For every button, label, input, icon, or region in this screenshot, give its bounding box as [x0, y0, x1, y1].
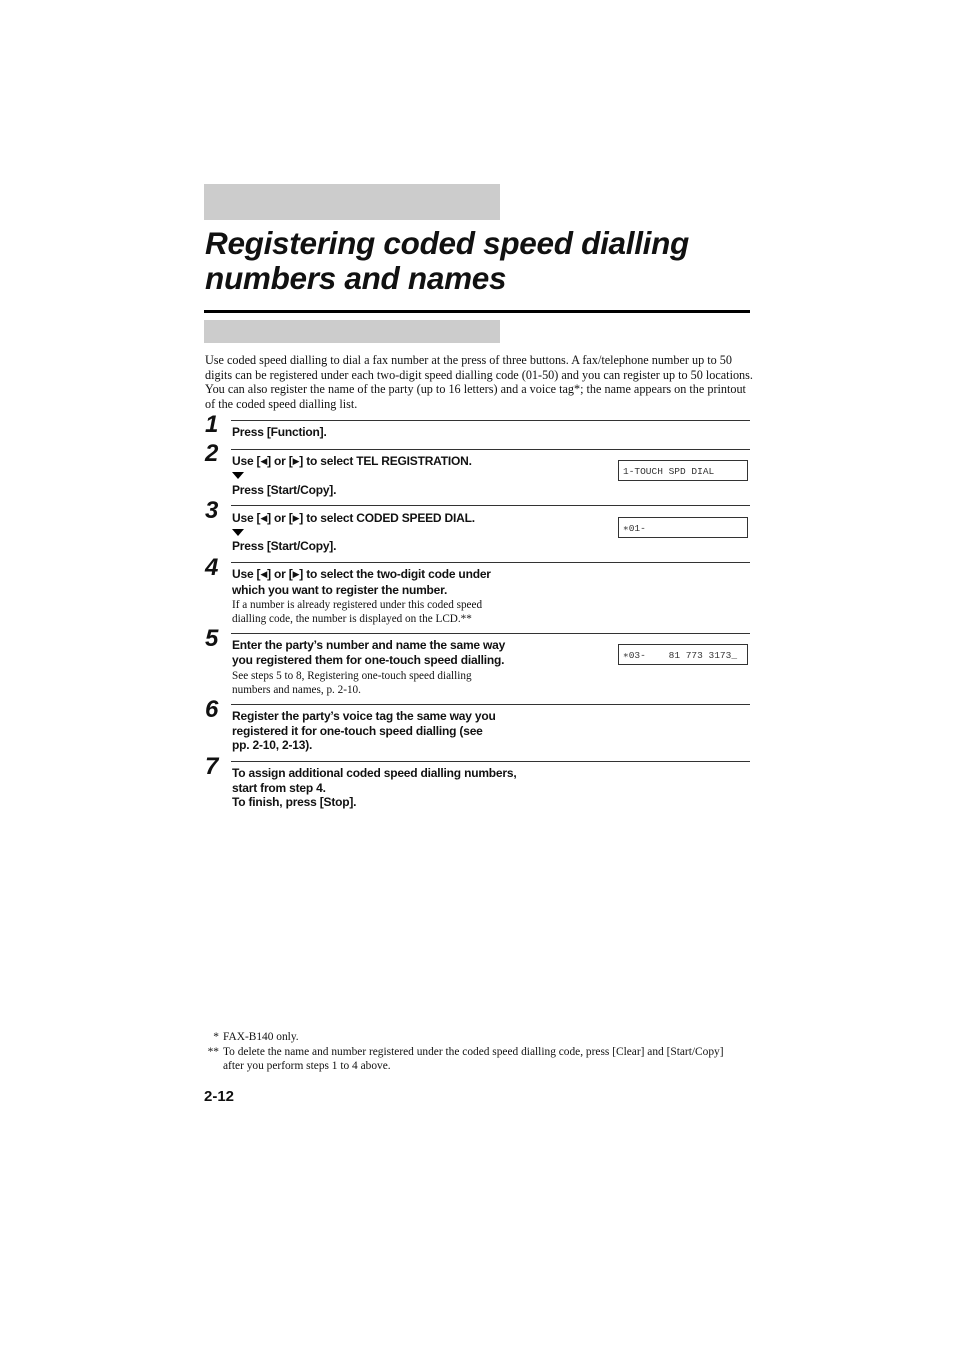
step-instruction	[232, 483, 532, 498]
step-number: 3	[205, 497, 219, 524]
step-divider	[231, 761, 750, 762]
step-line	[232, 454, 532, 470]
subsection-header-bar	[204, 320, 500, 343]
text: ] or [	[267, 511, 293, 525]
text: ] or [	[267, 567, 293, 581]
step-instruction	[232, 709, 532, 753]
footnote-text: To delete the name and number registered under the coded speed dialling code, press [Clear] and [Start/Copy] after you perform steps 1 to 4 above.	[223, 1045, 724, 1072]
page-title	[205, 226, 765, 296]
step-line: pp. 2-10, 2-13).	[232, 738, 313, 752]
step-number: 6	[205, 696, 219, 723]
step-line	[232, 511, 532, 527]
step-number: 4	[205, 554, 219, 581]
footnote-text: FAX-B140 only.	[223, 1031, 299, 1043]
text: Use [	[232, 511, 261, 525]
lcd-display: ∗03- 81 773 3173_	[618, 644, 748, 665]
footnote-mark: **	[207, 1045, 219, 1058]
step-line: start from step 4.	[232, 780, 326, 795]
step-line: Enter the party’s number and name the same way	[232, 638, 506, 652]
step-line: which you want to register the number.	[232, 582, 448, 597]
intro-paragraph: Use coded speed dialling to dial a fax number at the press of three buttons. A fax/telephone number up to 50 digits can be registered under each two-digit speed dialling code (01-50) and you can register up to 50 locations. You can also register the name of the party (up to 16 letters) and a voice tag*; the name appears on the printout of the coded speed dialling list.	[205, 353, 753, 411]
step-line	[232, 567, 532, 583]
text: Use [	[232, 454, 261, 468]
step-instruction	[232, 567, 532, 597]
step-divider	[231, 420, 750, 421]
footnotes	[205, 1030, 725, 1074]
step-line: Register the party’s voice tag the same way you	[232, 709, 496, 723]
left-arrow-button-icon: ◀	[260, 570, 268, 580]
step-line: Press [Start/Copy].	[232, 539, 337, 553]
down-triangle-icon	[232, 529, 244, 536]
step-instruction	[232, 638, 532, 667]
note-line: numbers and names, p. 2-10.	[232, 683, 361, 696]
text: ] to select the two-digit code under	[299, 567, 491, 581]
lcd-display: ∗01-	[618, 517, 748, 538]
step-number: 7	[205, 753, 219, 780]
page-number: 2-12	[204, 1088, 235, 1105]
step-divider	[231, 704, 750, 705]
page-title-line-1: Registering coded speed dialling	[205, 225, 689, 261]
step-line: Press [Start/Copy].	[232, 483, 337, 497]
down-triangle-icon	[232, 472, 244, 479]
step-divider	[231, 633, 750, 634]
footnote	[205, 1045, 725, 1074]
step-instruction	[232, 454, 532, 470]
step-instruction	[232, 766, 532, 810]
right-arrow-button-icon: ▶	[292, 514, 300, 524]
text: Use [	[232, 567, 261, 581]
step-divider	[231, 505, 750, 506]
left-arrow-button-icon: ◀	[260, 457, 268, 467]
text: ] to select CODED SPEED DIAL.	[299, 511, 475, 525]
page-title-line-2: numbers and names	[205, 260, 507, 296]
step-line: you registered them for one-touch speed dialling.	[232, 652, 505, 667]
text: ] or [	[267, 454, 293, 468]
step-instruction	[232, 425, 532, 440]
step-number: 1	[205, 411, 219, 438]
step-line: To finish, press [Stop].	[232, 795, 357, 809]
section-header-bar	[204, 184, 500, 220]
text: ] to select TEL REGISTRATION.	[299, 454, 472, 468]
step-instruction	[232, 539, 532, 554]
step-line: To assign additional coded speed dialling numbers,	[232, 766, 517, 780]
step-note	[232, 599, 532, 626]
step-line: Press [Function].	[232, 425, 327, 439]
lcd-display: 1-TOUCH SPD DIAL	[618, 460, 748, 481]
footnote-mark: *	[213, 1031, 219, 1043]
footnote	[205, 1030, 725, 1045]
step-number: 5	[205, 625, 219, 652]
step-divider	[231, 449, 750, 450]
right-arrow-button-icon: ▶	[292, 570, 300, 580]
step-instruction	[232, 511, 532, 527]
step-line: registered it for one-touch speed dialling (see	[232, 723, 483, 738]
step-divider	[231, 562, 750, 563]
note-line: If a number is already registered under this coded speed	[232, 599, 483, 611]
note-line: dialling code, the number is displayed on the LCD.**	[232, 612, 472, 625]
step-number: 2	[205, 440, 219, 467]
note-line: See steps 5 to 8, Registering one-touch speed dialling	[232, 670, 472, 682]
left-arrow-button-icon: ◀	[260, 514, 268, 524]
right-arrow-button-icon: ▶	[292, 457, 300, 467]
step-note	[232, 670, 532, 697]
title-underline	[204, 310, 750, 313]
